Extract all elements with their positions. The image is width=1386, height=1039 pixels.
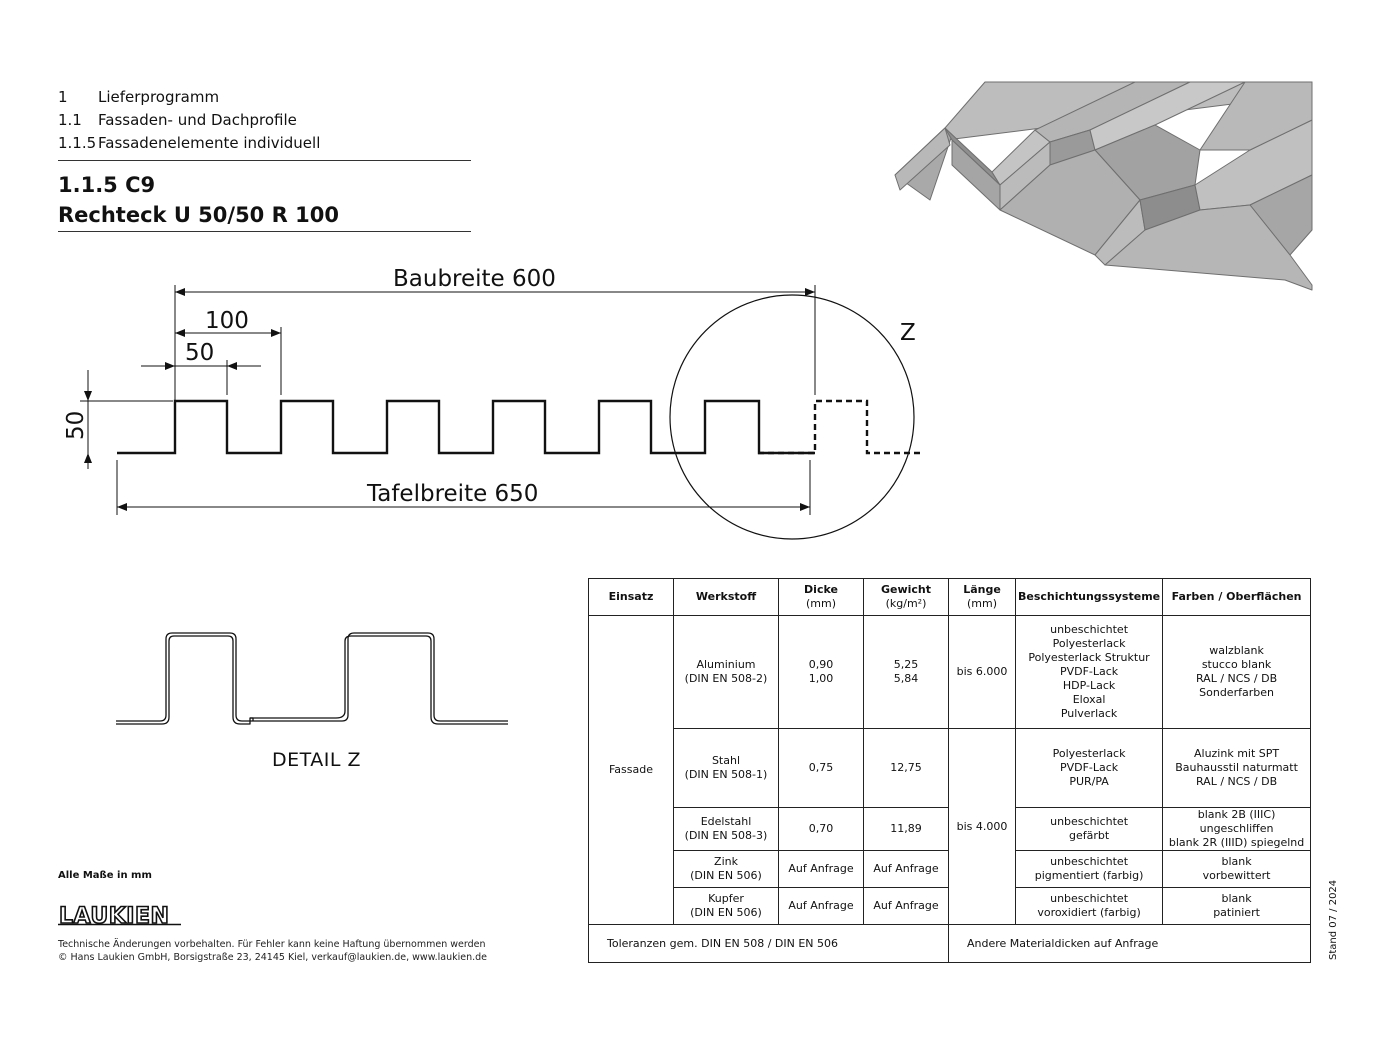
- breadcrumb-item: 1.1.5 Fassadenelemente individuell: [58, 134, 321, 152]
- cross-section-drawing: [55, 255, 935, 550]
- height-label: 50: [63, 410, 89, 440]
- table-header-row: [589, 579, 1311, 616]
- stand-date: Stand 07 / 2024: [1328, 879, 1339, 960]
- table-row: Zink (DIN EN 506) Auf Anfrage Auf Anfrage unbeschichtet pigmentiert (farbig) blank vorbewittert: [589, 851, 1311, 888]
- header-einsatz: Einsatz: [589, 579, 674, 616]
- tolerance-note: Toleranzen gem. DIN EN 508 / DIN EN 506: [589, 925, 949, 963]
- header-gewicht: Gewicht (kg/m²): [864, 579, 949, 616]
- detail-circle: [670, 295, 914, 539]
- breadcrumb-item: 1 Lieferprogramm: [58, 88, 220, 106]
- spec-table: [588, 578, 1311, 963]
- tafelbreite-label: Tafelbreite 650: [367, 481, 539, 507]
- profile-line: [117, 401, 815, 453]
- table-footer-row: [589, 925, 1311, 963]
- divider: [58, 231, 471, 232]
- page-title: 1.1.5 C9 Rechteck U 50/50 R 100: [58, 173, 339, 227]
- table-row: Fassade Aluminium (DIN EN 508-2) 0,90 1,00 5,25 5,84 bis 6.000 unbeschichtet Polyesterlack Polyesterlack Struktur PVDF-Lack HDP-Lack Eloxal Pulverlack walzblank stucco blank RAL / NCS / DB Sonderfarben: [589, 616, 1311, 729]
- baubreite-label: Baubreite 600: [393, 266, 556, 292]
- breadcrumb-item: 1.1 Fassaden- und Dachprofile: [58, 111, 297, 129]
- detail-label: DETAIL Z: [272, 749, 362, 771]
- profile-line-dashed: [758, 401, 921, 453]
- table-row: Kupfer (DIN EN 506) Auf Anfrage Auf Anfrage unbeschichtet voroxidiert (farbig) blank patiniert: [589, 888, 1311, 925]
- profile-3d-illustration: [890, 80, 1315, 295]
- pitch-label: 100: [205, 308, 249, 334]
- header-farben: Farben / Oberflächen: [1163, 579, 1311, 616]
- header-laenge: Länge (mm): [949, 579, 1016, 616]
- svg-text:LAUKIEN: LAUKIEN: [59, 904, 170, 926]
- einsatz-cell: Fassade: [589, 616, 674, 925]
- table-row: Stahl (DIN EN 508-1) 0,75 12,75 bis 4.000 Polyesterlack PVDF-Lack PUR/PA Aluzink mit SPT Bauhausstil naturmatt RAL / NCS / DB: [589, 729, 1311, 808]
- header-werkstoff: Werkstoff: [674, 579, 779, 616]
- detail-z-drawing: [112, 625, 514, 730]
- laukien-logo: [58, 902, 182, 926]
- measure-note: Alle Maße in mm: [58, 870, 152, 881]
- footer-text: Technische Änderungen vorbehalten. Für Fehler kann keine Haftung übernommen werden © Hans Laukien GmbH, Borsigstraße 23, 24145 Kiel, verkauf@laukien.de, www.laukien.de: [58, 939, 487, 963]
- header-dicke: Dicke (mm): [779, 579, 864, 616]
- material-note: Andere Materialdicken auf Anfrage: [949, 925, 1311, 963]
- table-row: Edelstahl (DIN EN 508-3) 0,70 11,89 unbeschichtet gefärbt blank 2B (IIIC) ungeschliffen blank 2R (IIID) spiegelnd: [589, 808, 1311, 851]
- divider: [58, 160, 471, 161]
- breadcrumb: [58, 86, 320, 155]
- rib-width-label: 50: [185, 340, 215, 366]
- zoom-label: Z: [900, 320, 916, 346]
- header-beschichtung: Beschichtungssysteme: [1016, 579, 1163, 616]
